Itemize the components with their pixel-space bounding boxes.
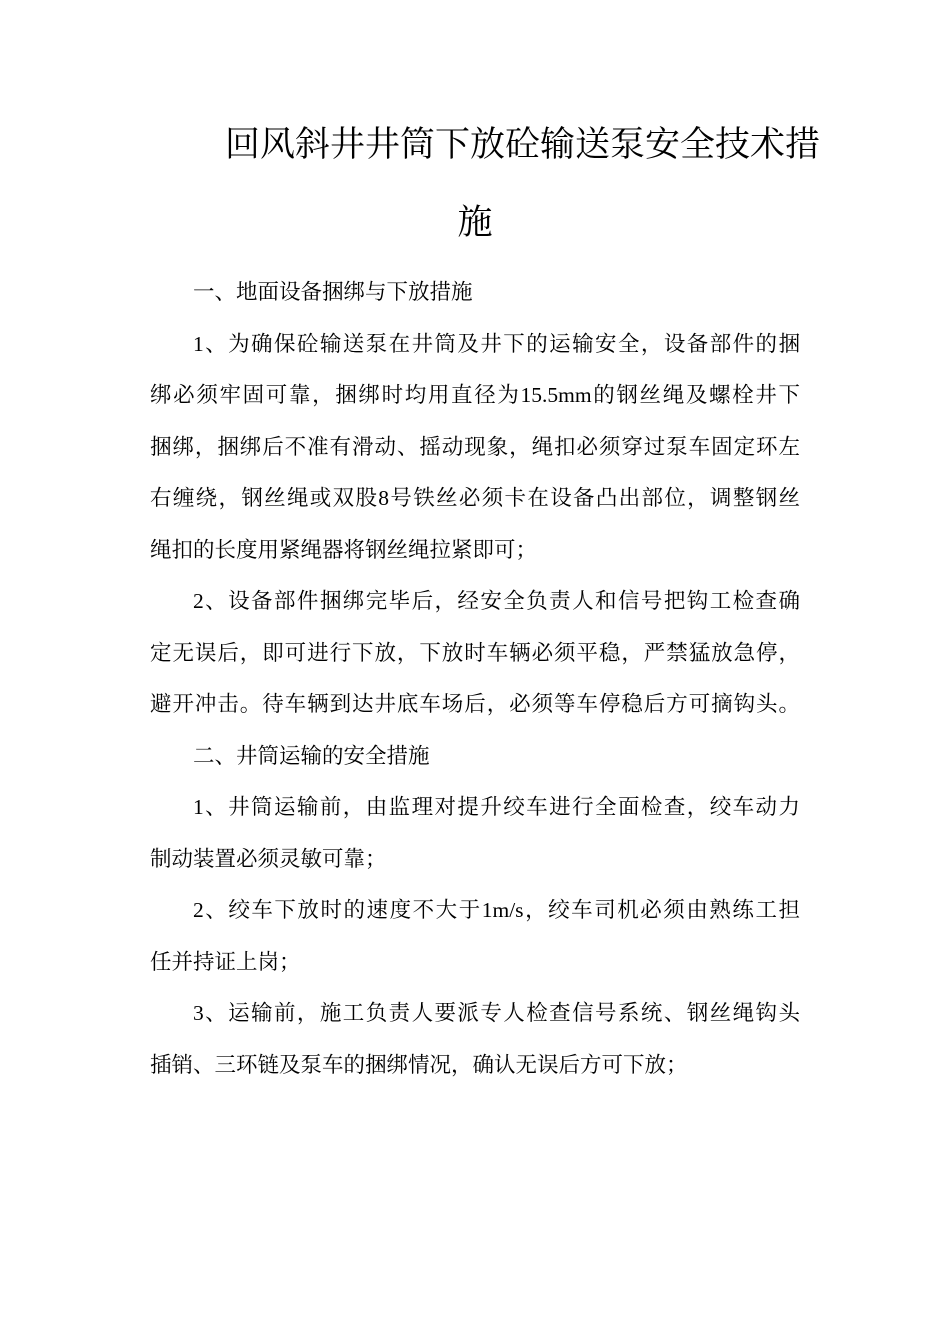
paragraph-line: 插销、三环链及泵车的捆绑情况，确认无误后方可下放； <box>150 1052 688 1077</box>
paragraph-line: 定无误后，即可进行下放，下放时车辆必须平稳，严禁猛放急停， <box>150 640 800 665</box>
section-heading-1: 一、地面设备捆绑与下放措施 <box>193 280 473 304</box>
paragraph-line: 避开冲击。待车辆到达井底车场后，必须等车停稳后方可摘钩头。 <box>150 692 800 716</box>
paragraph-line: 绳扣的长度用紧绳器将钢丝绳拉紧即可； <box>150 537 538 562</box>
paragraph-line: 右缠绕，钢丝绳或双股8号铁丝必须卡在设备凸出部位，调整钢丝 <box>150 486 800 510</box>
paragraph-line: 2、设备部件捆绑完毕后，经安全负责人和信号把钩工检查确 <box>193 589 800 613</box>
paragraph-line: 绑必须牢固可靠，捆绑时均用直径为15.5mm的钢丝绳及螺栓井下 <box>150 383 800 407</box>
section-heading-2: 二、井筒运输的安全措施 <box>193 743 430 768</box>
paragraph-line: 3、运输前，施工负责人要派专人检查信号系统、钢丝绳钩头 <box>193 1001 800 1025</box>
paragraph-line: 1、井筒运输前，由监理对提升绞车进行全面检查，绞车动力 <box>193 795 800 819</box>
document-body <box>150 275 800 1099</box>
paragraph-line: 任并持证上岗； <box>150 949 301 974</box>
paragraph-line: 2、绞车下放时的速度不大于1m/s，绞车司机必须由熟练工担 <box>193 898 800 922</box>
paragraph-line: 1、为确保砼输送泵在井筒及井下的运输安全，设备部件的捆 <box>193 331 800 356</box>
paragraph-line: 制动装置必须灵敏可靠； <box>150 846 387 871</box>
paragraph-line: 捆绑，捆绑后不准有滑动、摇动现象，绳扣必须穿过泵车固定环左 <box>150 434 800 459</box>
page-title: 回风斜井井筒下放砼输送泵安全技术措 <box>225 125 821 164</box>
page-title-continued: 施 <box>457 203 493 242</box>
